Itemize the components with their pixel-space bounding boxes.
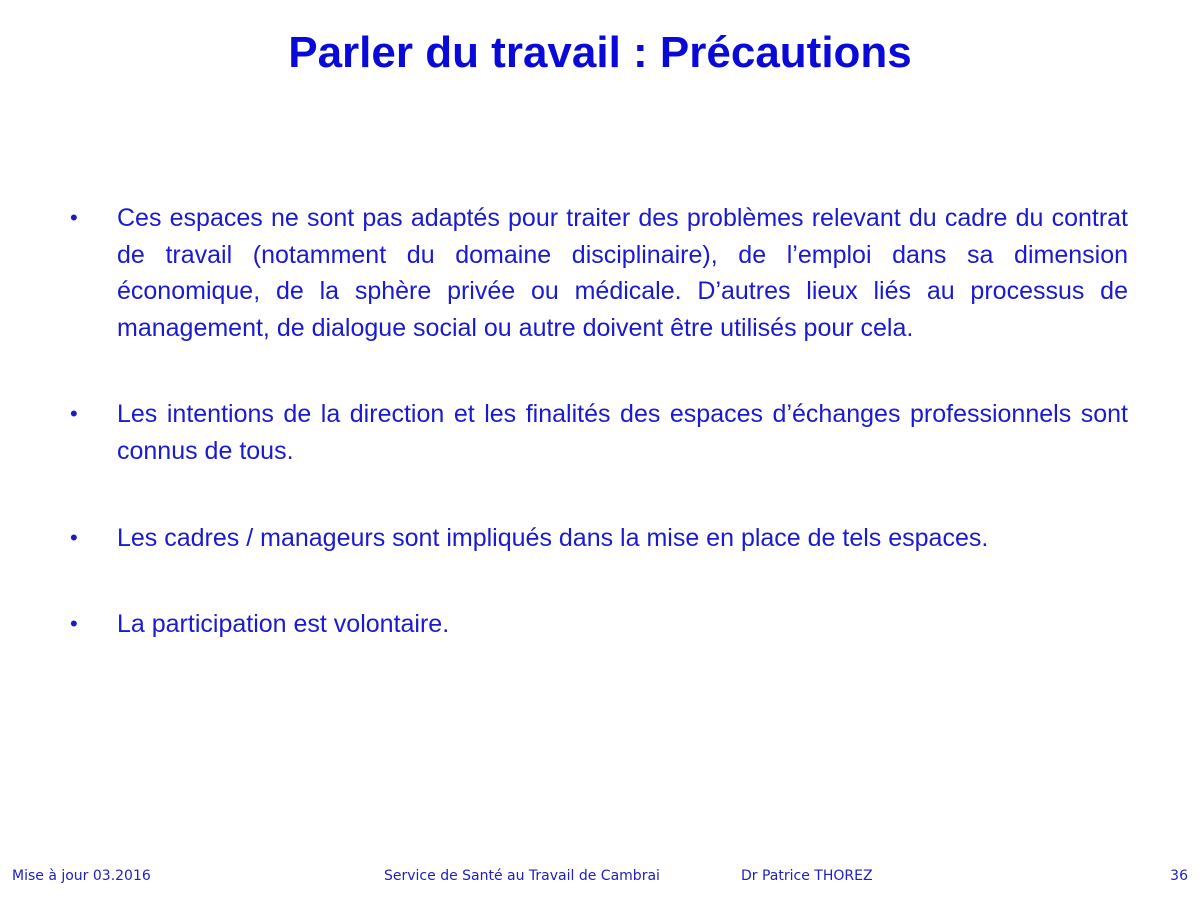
footer-service-name: Service de Santé au Travail de Cambrai — [384, 868, 660, 884]
bullet-text: Ces espaces ne sont pas adaptés pour traiter des problèmes relevant du cadre du contrat de travail (notamment du domaine disciplinaire), de l’emploi dans sa dimension économique, de la sphère privée ou médicale. D’autres lieux liés au processus de management, de dialogue social ou autre doivent être utilisés pour cela. — [117, 204, 1128, 342]
list-item — [70, 200, 1128, 346]
bullet-icon: • — [70, 525, 78, 550]
list-item — [70, 520, 1128, 557]
bullet-list — [70, 200, 1128, 642]
bullet-text: Les intentions de la direction et les finalités des espaces d’échanges professionnels sont connus de tous. — [117, 400, 1128, 465]
page-number: 36 — [1170, 868, 1188, 884]
list-item — [70, 396, 1128, 469]
list-item — [70, 606, 1128, 643]
bullet-icon: • — [70, 610, 78, 636]
footer-author: Dr Patrice THOREZ — [741, 868, 873, 884]
bullet-icon: • — [70, 401, 78, 426]
footer-update-date: Mise à jour 03.2016 — [12, 868, 151, 884]
bullet-icon: • — [70, 205, 78, 230]
slide-title: Parler du travail : Précautions — [288, 28, 912, 77]
bullet-text: La participation est volontaire. — [117, 609, 450, 638]
bullet-text: Les cadres / manageurs sont impliqués dans la mise en place de tels espaces. — [117, 524, 989, 552]
